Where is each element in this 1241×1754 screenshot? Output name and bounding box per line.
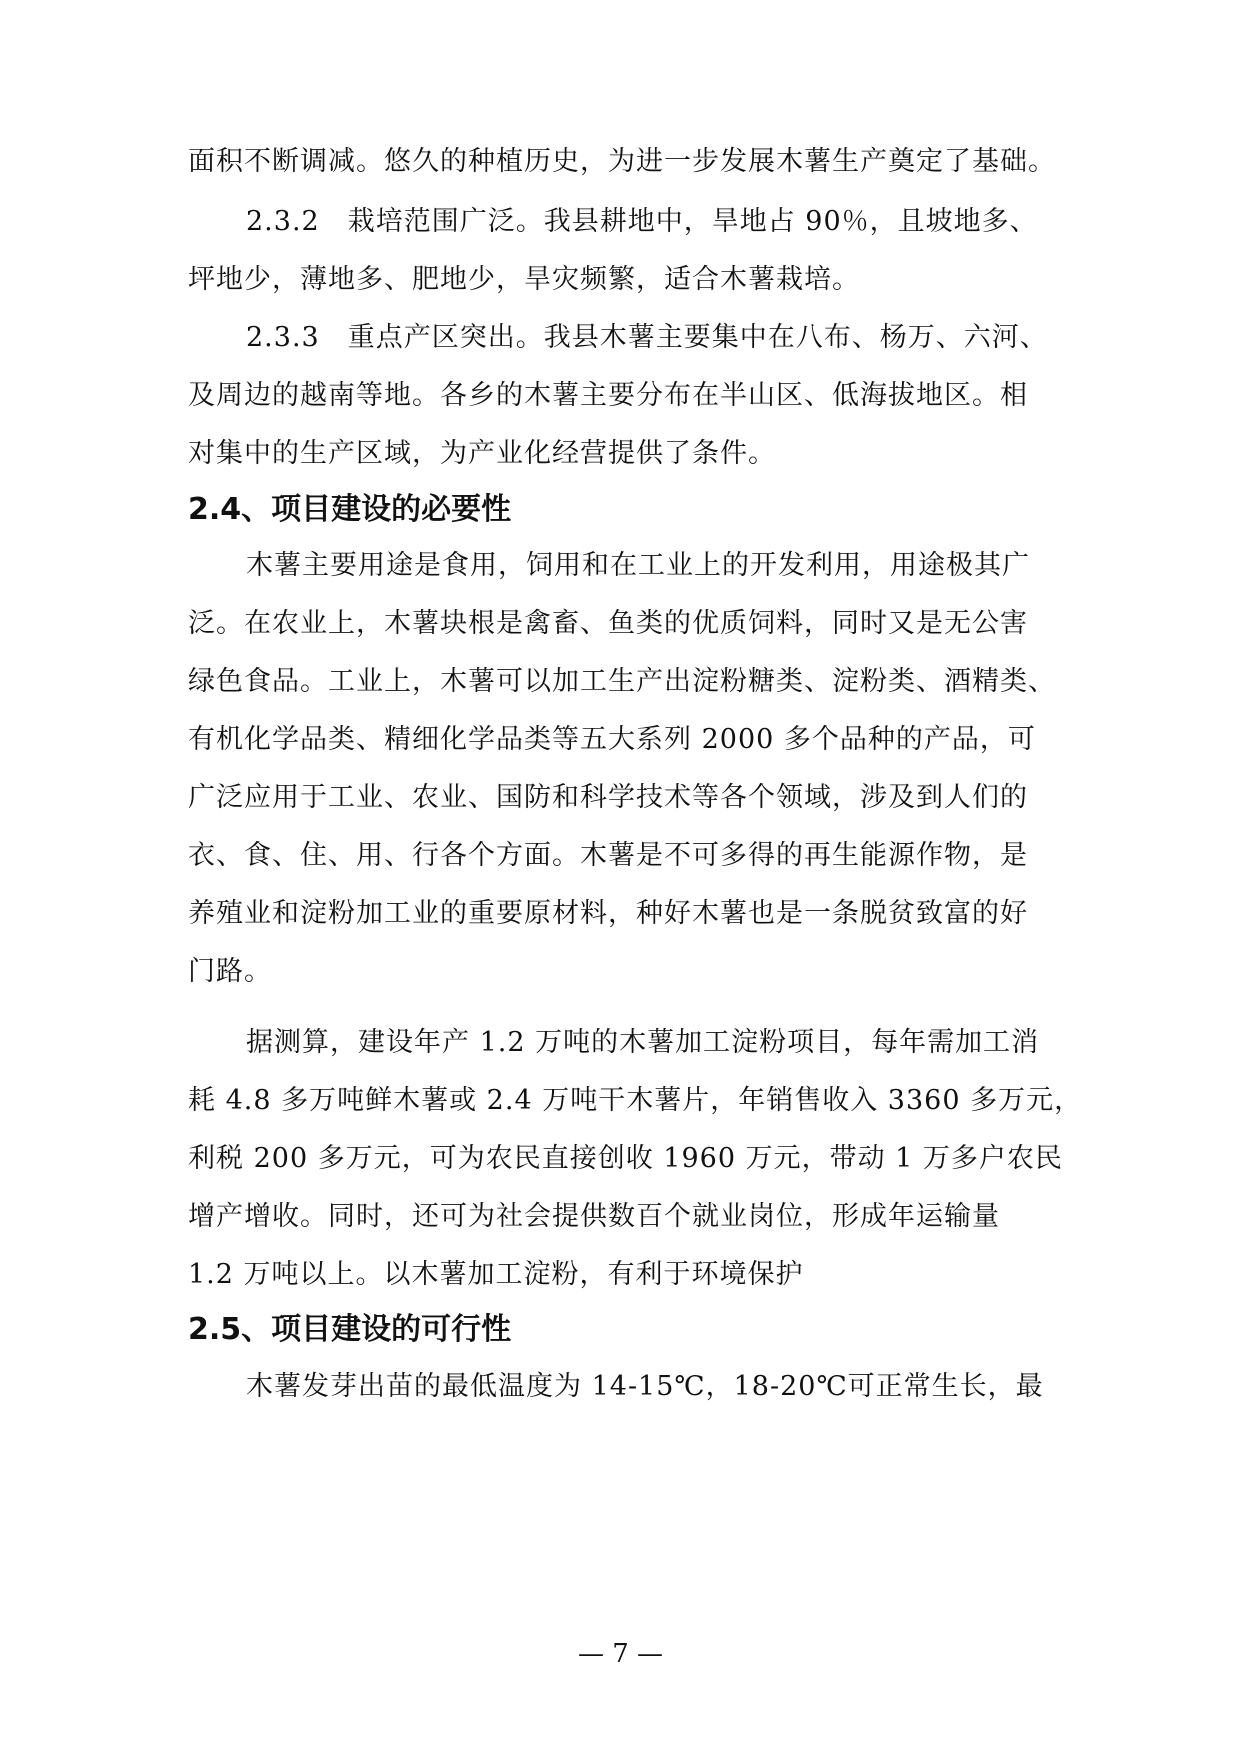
body-line: 坪地少，薄地多、肥地少，旱灾频繁，适合木薯栽培。	[188, 264, 860, 295]
body-line: 面积不断调减。悠久的种植历史，为进一步发展木薯生产奠定了基础。	[188, 146, 1056, 177]
body-line: 木薯主要用途是食用，饲用和在工业上的开发利用，用途极其广	[246, 550, 1030, 581]
body-line: 及周边的越南等地。各乡的木薯主要分布在半山区、低海拔地区。相	[188, 380, 1028, 411]
body-line: 衣、食、住、用、行各个方面。木薯是不可多得的再生能源作物，是	[188, 840, 1028, 871]
body-line: 对集中的生产区域，为产业化经营提供了条件。	[188, 438, 776, 469]
body-line: 2.3.3 重点产区突出。我县木薯主要集中在八布、杨万、六河、	[246, 322, 1048, 353]
body-line: 广泛应用于工业、农业、国防和科学技术等各个领域，涉及到人们的	[188, 782, 1028, 813]
section-heading: 2.4、项目建设的必要性	[188, 492, 512, 527]
body-line: 耗 4.8 多万吨鲜木薯或 2.4 万吨干木薯片，年销售收入 3360 多万元，	[188, 1085, 1083, 1116]
body-line: 2.3.2 栽培范围广泛。我县耕地中，旱地占 90％，且坡地多、	[246, 206, 1038, 237]
page-number: — 7 —	[577, 1639, 664, 1669]
body-line: 1.2 万吨以上。以木薯加工淀粉，有利于环境保护	[188, 1259, 804, 1290]
body-line: 据测算，建设年产 1.2 万吨的木薯加工淀粉项目，每年需加工消	[246, 1027, 1040, 1058]
body-line: 养殖业和淀粉加工业的重要原材料，种好木薯也是一条脱贫致富的好	[188, 898, 1028, 929]
body-line: 利税 200 多万元，可为农民直接创收 1960 万元，带动 1 万多户农民	[188, 1143, 1063, 1174]
section-heading: 2.5、项目建设的可行性	[188, 1312, 512, 1347]
body-line: 泛。在农业上，木薯块根是禽畜、鱼类的优质饲料，同时又是无公害	[188, 608, 1028, 639]
body-line: 绿色食品。工业上，木薯可以加工生产出淀粉糖类、淀粉类、酒精类、	[188, 666, 1056, 697]
body-line: 有机化学品类、精细化学品类等五大系列 2000 多个品种的产品，可	[188, 724, 1036, 755]
body-line: 木薯发芽出苗的最低温度为 14-15℃，18-20℃可正常生长，最	[246, 1371, 1044, 1402]
body-line: 门路。	[188, 956, 272, 987]
body-line: 增产增收。同时，还可为社会提供数百个就业岗位，形成年运输量	[188, 1201, 1000, 1232]
